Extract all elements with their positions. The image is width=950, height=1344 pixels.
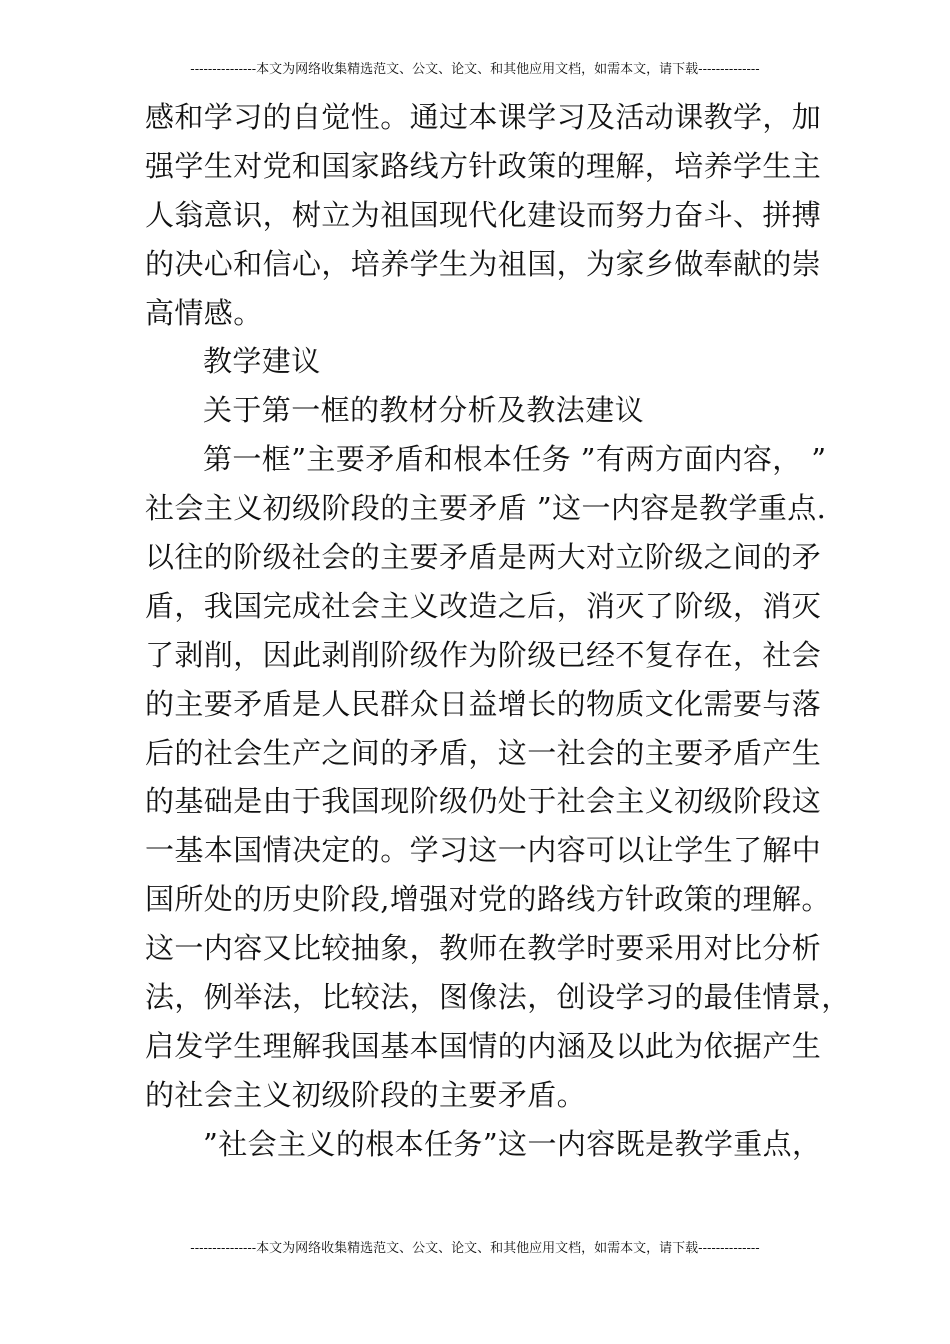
paragraph-line: 强学生对党和国家路线方针政策的理解，培养学生主 <box>145 148 822 183</box>
paragraph-line: 以往的阶级社会的主要矛盾是两大对立阶级之间的矛 <box>145 540 822 575</box>
footer-banner: ---------------本文为网络收集精选范文、公文、论文、和其他应用文档，如需本文，请下载-------------- <box>190 1241 760 1256</box>
paragraph-line: 国所处的历史阶段,增强对党的路线方针政策的理解。 <box>145 882 831 917</box>
header-banner: ---------------本文为网络收集精选范文、公文、论文、和其他应用文档，如需本文，请下载-------------- <box>190 62 760 77</box>
paragraph-line: 盾，我国完成社会主义改造之后，消灭了阶级，消灭 <box>145 588 822 623</box>
paragraph-line: 人翁意识，树立为祖国现代化建设而努力奋斗、拼搏 <box>145 197 822 232</box>
paragraph-line: 这一内容又比较抽象，教师在教学时要采用对比分析 <box>145 931 822 966</box>
paragraph-line: ”社会主义的根本任务”这一内容既是教学重点， <box>203 1126 822 1161</box>
paragraph-line: 了剥削，因此剥削阶级作为阶级已经不复存在，社会 <box>145 637 822 672</box>
paragraph-line: 的决心和信心，培养学生为祖国，为家乡做奉献的崇 <box>145 246 822 281</box>
paragraph-line: 高情感。 <box>145 295 263 330</box>
paragraph-line: 社会主义初级阶段的主要矛盾 ”这一内容是教学重点. <box>145 491 827 526</box>
section-heading: 教学建议 <box>203 344 321 379</box>
subsection-heading: 关于第一框的教材分析及教法建议 <box>203 393 645 428</box>
document-body <box>145 93 851 1169</box>
paragraph-line: 感和学习的自觉性。通过本课学习及活动课教学，加 <box>145 100 822 134</box>
paragraph-line: 的主要矛盾是人民群众日益增长的物质文化需要与落 <box>145 686 822 721</box>
paragraph-line: 法，例举法，比较法，图像法，创设学习的最佳情景， <box>145 980 851 1015</box>
paragraph-line: 后的社会生产之间的矛盾，这一社会的主要矛盾产生 <box>145 735 822 770</box>
paragraph-line: 的社会主义初级阶段的主要矛盾。 <box>145 1077 587 1112</box>
paragraph-line: 一基本国情决定的。学习这一内容可以让学生了解中 <box>145 833 822 868</box>
paragraph-line: 的基础是由于我国现阶级仍处于社会主义初级阶段这 <box>145 784 822 819</box>
paragraph-line: 第一框”主要矛盾和根本任务 ”有两方面内容， ” <box>203 442 827 477</box>
paragraph-line: 启发学生理解我国基本国情的内涵及以此为依据产生 <box>145 1028 822 1063</box>
